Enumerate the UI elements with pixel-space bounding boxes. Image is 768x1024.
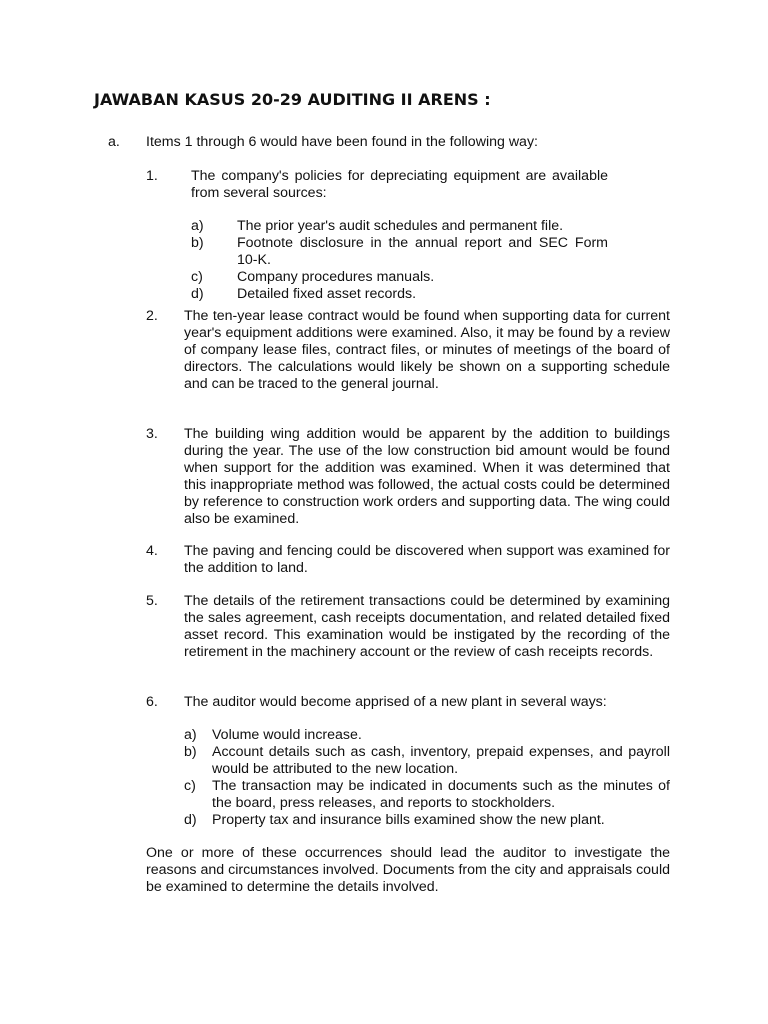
item-1-sub-c-label: c) [191, 269, 203, 285]
section-a-label: a. [108, 134, 120, 150]
item-1-sub-a-label: a) [191, 218, 204, 234]
item-6-sub-c-label: c) [184, 778, 196, 794]
item-1-number: 1. [146, 168, 158, 184]
section-a-intro: Items 1 through 6 would have been found in the following way: [146, 134, 538, 150]
item-6-number: 6. [146, 694, 158, 710]
item-2-text: The ten-year lease contract would be found when supporting data for current year's equipment additions were examined. Also, it may be found by a review of company lease files, contract files, or minutes of meetings of the board of directors. The calculations would likely be shown on a supporting schedule and can be traced to the general journal. [184, 308, 670, 392]
item-1-text: The company's policies for depreciating equipment are available from several sources: [191, 168, 608, 201]
item-6-sub-b-text: Account details such as cash, inventory, prepaid expenses, and payroll would be attributed to the new location. [212, 744, 670, 777]
item-1-sub-d-label: d) [191, 286, 204, 302]
item-1-sub-d-text: Detailed fixed asset records. [237, 286, 417, 302]
item-5-text: The details of the retirement transactions could be determined by examining the sales agreement, cash receipts documentation, and related detailed fixed asset record. This examination would be instigated by the recording of the retirement in the machinery account or the review of cash receipts records. [184, 593, 670, 660]
item-3-text: The building wing addition would be apparent by the addition to buildings during the year. The use of the low construction bid amount would be found when support for the addition was examined. When it was determined that this inappropriate method was followed, the actual costs could be determined by reference to construction work orders and supporting data. The wing could also be examined. [184, 426, 670, 527]
item-4-number: 4. [146, 543, 158, 559]
item-1-sub-b-label: b) [191, 235, 204, 251]
item-6-text: The auditor would become apprised of a new plant in several ways: [184, 694, 607, 710]
item-6-sub-c-text: The transaction may be indicated in documents such as the minutes of the board, press releases, and reports to stockholders. [212, 778, 670, 811]
item-6-sub-a-label: a) [184, 727, 197, 743]
item-6-sub-b-label: b) [184, 744, 197, 760]
item-5-number: 5. [146, 593, 158, 609]
document-title: JAWABAN KASUS 20-29 AUDITING II ARENS : [94, 90, 491, 109]
item-1-sub-b-text: Footnote disclosure in the annual report and SEC Form 10-K. [237, 235, 608, 268]
item-1-sub-c-text: Company procedures manuals. [237, 269, 435, 285]
item-4-text: The paving and fencing could be discovered when support was examined for the addition to land. [184, 543, 670, 576]
closing-paragraph: One or more of these occurrences should lead the auditor to investigate the reasons and circumstances involved. Documents from the city and appraisals could be examined to determine the details involved. [146, 845, 670, 895]
item-6-sub-d-text: Property tax and insurance bills examined show the new plant. [212, 812, 605, 828]
item-6-sub-d-label: d) [184, 812, 197, 828]
item-6-sub-a-text: Volume would increase. [212, 727, 362, 743]
item-3-number: 3. [146, 426, 158, 442]
item-2-number: 2. [146, 308, 158, 324]
item-1-sub-a-text: The prior year's audit schedules and permanent file. [237, 218, 564, 234]
